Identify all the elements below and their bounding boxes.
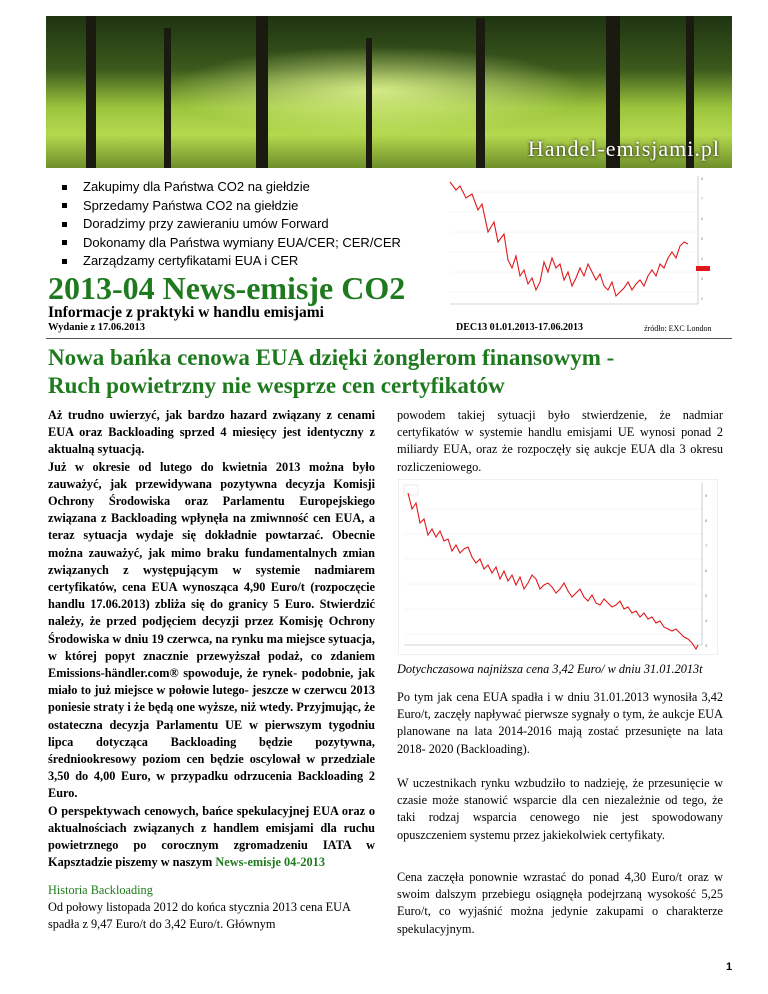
svg-text:8: 8	[701, 177, 703, 181]
chart-background	[398, 479, 718, 655]
headline-line-1: Nowa bańka cenowa EUA dzięki żonglerom finansowym -	[48, 345, 615, 370]
section-heading: Historia Backloading	[48, 883, 153, 897]
edition-date: Wydanie z 17.06.2013	[48, 322, 146, 333]
svg-text:6: 6	[701, 217, 703, 221]
header-banner-image	[46, 16, 732, 168]
price-chart-backloading	[398, 479, 718, 655]
svg-text:4: 4	[705, 618, 708, 623]
bullet-square-icon	[62, 240, 67, 245]
chart-caption: Dotychczasowa najniższa cena 3,42 Euro/ w dniu 31.01.2013t	[397, 662, 703, 676]
chart-source: źródło: EXC London	[644, 324, 712, 333]
svg-text:3: 3	[705, 643, 708, 648]
bullet-square-icon	[62, 259, 67, 264]
svg-text:5: 5	[701, 237, 703, 241]
article-headline	[48, 344, 728, 400]
bullet-square-icon	[62, 203, 67, 208]
paragraph: Aż trudno uwierzyć, jak bardzo hazard związany z cenami EUA oraz Backloading sprzed 4 miesięcy jest identyczny z aktualną sytuacją.	[48, 408, 375, 457]
newsletter-title: 2013-04 News-emisje CO2	[48, 270, 406, 306]
chart-legend	[404, 485, 418, 495]
bullet-square-icon	[62, 222, 67, 227]
newsletter-subtitle: Informacje z praktyki w handlu emisjami	[48, 304, 324, 321]
page-number: 1	[726, 961, 733, 973]
service-item: Sprzedamy Państwa CO2 na giełdzie	[62, 197, 401, 216]
svg-text:8: 8	[705, 518, 708, 523]
svg-text:9: 9	[705, 493, 708, 498]
paragraph: Cena zaczęła ponownie wzrastać do ponad 4,30 Euro/t oraz w swoim dalszym przebiegu osiągnęła podejrzaną wysokość 5,25 Euro/t, co wyjaśnić można jedynie zakupami o charakterze spekulacyjnym.	[397, 870, 723, 936]
svg-text:4: 4	[701, 257, 703, 261]
banner-title: Handel-emisjami.pl	[527, 136, 720, 161]
svg-text:5: 5	[705, 593, 708, 598]
svg-text:3: 3	[701, 277, 703, 281]
chart-caption: DEC13 01.01.2013-17.06.2013	[456, 322, 583, 333]
service-item: Zarządzamy certyfikatami EUA i CER	[62, 252, 401, 271]
price-chart-dec13	[442, 172, 714, 316]
headline-line-2: Ruch powietrzny nie wesprze cen certyfikatów	[48, 373, 505, 398]
svg-text:7: 7	[705, 543, 708, 548]
newsletter-link[interactable]: News-emisje 04-2013	[215, 855, 325, 870]
bullet-square-icon	[62, 185, 67, 190]
tree-trunk	[366, 38, 372, 168]
paragraph: O perspektywach cenowych, bańce spekulacyjnej EUA oraz o aktualnościach związanych z handlem emisjami dla ruchu powietrznego po corocznym zgromadzeniu IATA w Kapsztadzie piszemy w naszym News-emisje 04-2013	[48, 803, 375, 870]
service-item: Zakupimy dla Państwa CO2 na giełdzie	[62, 178, 401, 197]
paragraph: Po tym jak cena EUA spadła i w dniu 31.01.2013 wynosiła 3,42 Euro/t, zaczęły napływać pierwsze sygnały o tym, że aukcje EUA planowane na lata 2014-2016 mają zostać przesunięte na lata 2018- 2020 (Backloading).	[397, 690, 723, 756]
tree-trunk	[256, 16, 268, 168]
svg-text:2: 2	[701, 297, 703, 301]
paragraph: Od połowy listopada 2012 do końca stycznia 2013 cena EUA spadła z 9,47 Euro/t do 3,42 Euro/t. Głównym	[48, 900, 351, 932]
history-section	[48, 882, 375, 934]
service-item: Dokonamy dla Państwa wymiany EUA/CER; CER/CER	[62, 234, 401, 253]
tree-trunk	[164, 28, 171, 168]
paragraph: W uczestnikach rynku wzbudziło to nadzieję, że przesunięcie w czasie może stanowić wsparcie dla cen niezależnie od tego, że taki rodzaj wsparcia cenowego nie jest spowodowany opuszczeniem systemu przez jakiekolwiek certyfikaty.	[397, 776, 723, 842]
service-item: Doradzimy przy zawieraniu umów Forward	[62, 215, 401, 234]
divider	[46, 338, 732, 339]
paragraph: Już w okresie od lutego do kwietnia 2013 można było zauważyć, jak przewidywana pozytywna decyzja Komisji Ochrony Środowiska oraz Parlamentu Europejskiego związana z Backloading wpłynęła na zmiwnność cen EUA, a teraz sytuacja wydaje się dokładnie powtarzać. Obecnie można zauważyć, jak mimo braku fundamentalnych zmian związanych z występującym w systemie nadmiarem certyfikatów, cena EUA wynosząca 4,90 Euro/t (rozpoczęcie handlu 17.06.2013) zbliża się do granicy 5 Euro. Stwierdzić należy, że przed podjęciem decyzji przez Komisję Ochrony Środowiska w dniu 19 czerwca, na rynku ma miejsce sytuacja, w której popyt znacznie przewyższał podaż, co zdaniem Emissions-händler.com® spowoduje, że rynek- podobnie, jak miało to już miejsce w połowie lutego- jeszcze w czerwcu 2013 poniesie straty i że będą one wyższe, niż wtedy. Przyjmując, że ostateczna decyzja Parlamentu UE w pierwszym tygodniu lipca dotycząca Backloading będzie pozytywna, średniookresowy poziom cen będzie oscylował w przedziale 3,50 do 4,00 Euro, w przypadku odrzucenia Backloading 2 Euro.	[48, 459, 375, 801]
left-column	[48, 407, 375, 871]
paragraph: powodem takiej sytuacji było stwierdzenie, że nadmiar certyfikatów w systemie handlu emisjami UE wynosi ponad 2 miliardy EUA, oraz że rozpoczęły się aukcje EUA dla 3 okresu rozliczeniowego.	[397, 408, 723, 474]
service-list	[62, 178, 401, 271]
chart-background	[442, 172, 714, 316]
svg-text:7: 7	[701, 197, 703, 201]
svg-text:6: 6	[705, 568, 708, 573]
tree-trunk	[476, 18, 485, 168]
banner-light	[166, 46, 586, 136]
tree-trunk	[86, 16, 96, 168]
last-price-marker	[696, 266, 710, 271]
